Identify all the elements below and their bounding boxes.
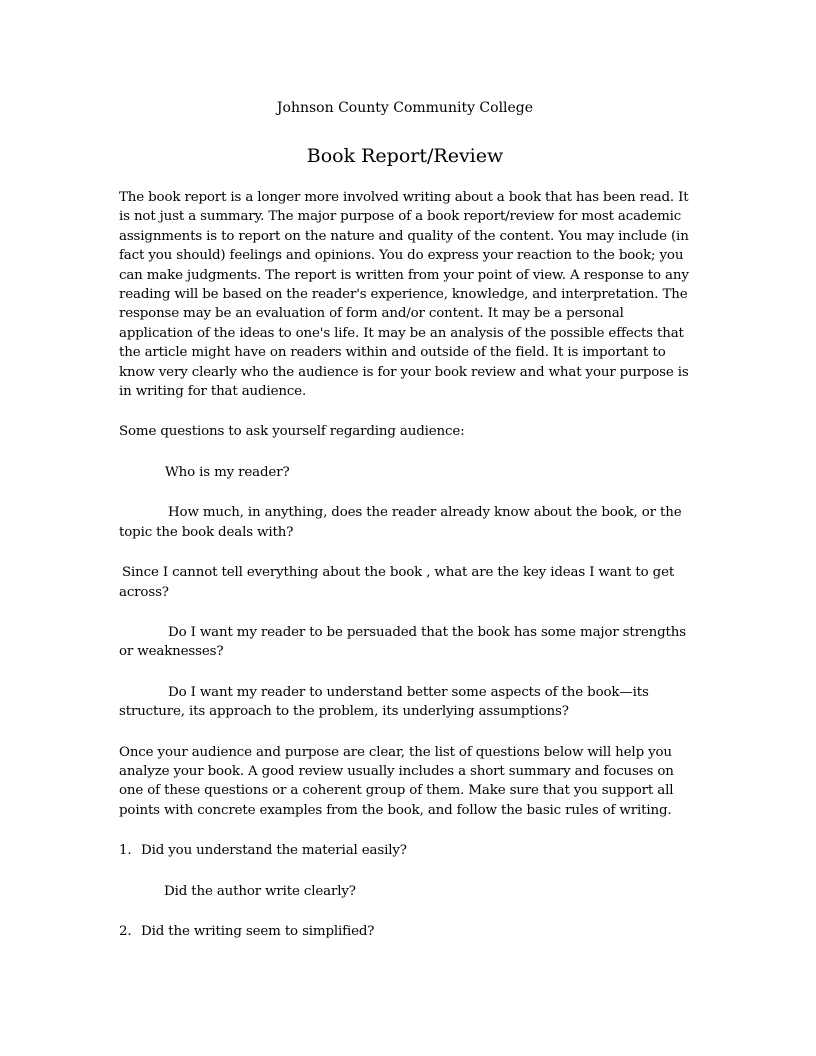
numbered-question [119, 922, 701, 941]
audience-question: Do I want my reader to be persuaded that the book has some major strengths or weaknesses? [119, 624, 686, 660]
audience-question: Do I want my reader to understand better some aspects of the book—its structure, its approach to the problem, its underlying assumptions? [119, 684, 649, 720]
institution-name: Johnson County Community College [276, 100, 534, 116]
audience-question: Since I cannot tell everything about the book , what are the key ideas I want to get across? [119, 565, 675, 600]
document-body [119, 188, 701, 962]
audience-intro: Some questions to ask yourself regarding audience: [119, 424, 465, 440]
document-title: Book Report/Review [306, 145, 504, 167]
question-text: Did you understand the material easily? [141, 843, 407, 859]
question-number: 2. [119, 923, 132, 939]
question-number: 1. [119, 843, 132, 859]
numbered-question [119, 841, 701, 860]
sub-question: Did the author write clearly? [164, 883, 356, 899]
audience-question: Who is my reader? [165, 464, 290, 480]
purpose-paragraph: Once your audience and purpose are clear, the list of questions below will help you analyze your book. A good review usually includes a short summary and focuses on one of these questions or a coherent group of them. Make sure that you support all points with concrete examples from the book, and follow the basic rules of writing. [119, 744, 674, 818]
question-text: Did the writing seem to simplified? [141, 923, 375, 939]
audience-question: How much, in anything, does the reader already know about the book, or the topic the book deals with? [119, 505, 682, 540]
intro-paragraph: The book report is a longer more involved writing about a book that has been read. It is not just a summary. The major purpose of a book report/review for most academic assignments is to report on the nature and quality of the content. You may include (in fact you should) feelings and opinions. You do express your reaction to the book; you can make judgments. The report is written from your point of view. A response to any reading will be based on the reader's experience, knowledge, and interpretation. The response may be an evaluation of form and/or content. It may be a personal application of the ideas to one's life. It may be an analysis of the possible effects that the article might have on readers within and outside of the field. It is important to know very clearly who the audience is for your book review and what your purpose is in writing for that audience. [119, 190, 689, 400]
